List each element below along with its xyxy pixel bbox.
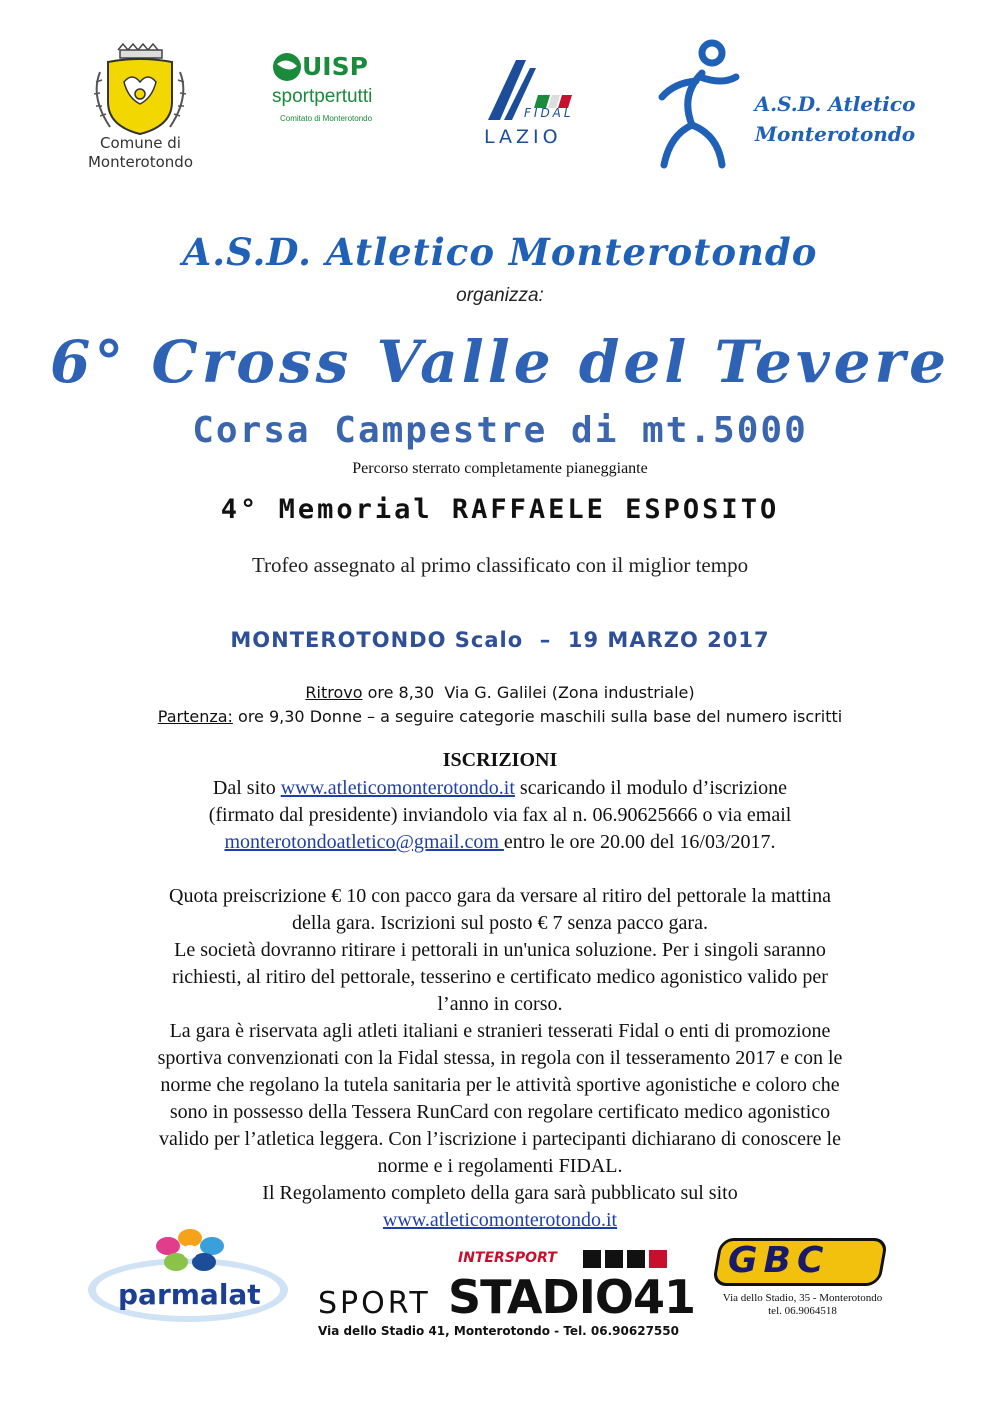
organizer-title: A.S.D. Atletico Monterotondo: [182, 230, 818, 274]
club-logo-text: [740, 89, 930, 149]
registration-line-3: [0, 829, 1000, 856]
detail-line: La gara è riservata agli atleti italiani e stranieri tesserati Fidal o enti di promozione: [169, 1020, 831, 1042]
club-line-1: A.S.D. Atletico: [754, 92, 916, 116]
comune-line-1: Comune di: [100, 134, 181, 152]
start-info: [0, 707, 1000, 726]
coat-of-arms-icon: [78, 42, 203, 137]
intersport-name: INTERSPORT: [458, 1250, 557, 1266]
registration-block: [0, 775, 1000, 856]
comune-name: [78, 134, 203, 172]
detail-line: l’anno in corso.: [437, 993, 563, 1015]
parmalat-logo: [88, 1228, 298, 1328]
registration-line-2: (firmato dal presidente) inviandolo via fax al n. 06.90625666 o via email: [208, 804, 792, 826]
stadio-word: STADIO41: [448, 1270, 695, 1324]
runner-icon: [640, 35, 750, 180]
detail-line: Il Regolamento completo della gara sarà pubblicato sul sito: [262, 1182, 738, 1204]
text-segment: Dal sito: [212, 777, 281, 799]
start-text: ore 9,30 Donne – a seguire categorie maschili sulla base del numero iscritti: [232, 707, 843, 726]
detail-line: norme e i regolamenti FIDAL.: [377, 1155, 623, 1177]
detail-line: sono in possesso della Tessera RunCard con regolare certificato medico agonistico: [169, 1101, 831, 1123]
website-link[interactable]: www.atleticomonterotondo.it: [280, 777, 515, 799]
meeting-text: ore 8,30 Via G. Galilei (Zona industriale): [362, 683, 695, 702]
gbc-logo: [710, 1238, 910, 1328]
uisp-tagline: sportpertutti: [272, 86, 373, 107]
fidal-name: FIDAL: [524, 106, 574, 120]
club-logo: [640, 35, 940, 180]
uisp-logo: [268, 48, 398, 138]
fidal-logo: [478, 50, 583, 160]
location-date: MONTEROTONDO Scalo – 19 MARZO 2017: [230, 628, 770, 652]
email-link[interactable]: monterotondoatletico@gmail.com: [224, 831, 504, 853]
registration-details: [0, 883, 1000, 1234]
detail-line: sportiva convenzionati con la Fidal stessa, in regola con il tesseramento 2017 e con le: [157, 1047, 843, 1069]
text-segment: entro le ore 20.00 del 16/03/2017.: [503, 831, 776, 853]
detail-line: Quota preiscrizione € 10 con pacco gara da versare al ritiro del pettorale la mattina: [169, 885, 831, 907]
meeting-info: [0, 683, 1000, 702]
event-subtitle: Corsa Campestre di mt.5000: [192, 410, 808, 451]
memorial-title: 4° Memorial RAFFAELE ESPOSITO: [220, 494, 780, 525]
registration-title: ISCRIZIONI: [442, 749, 558, 771]
trophy-note: Trofeo assegnato al primo classificato con il miglior tempo: [251, 553, 749, 577]
gbc-address-line-2: tel. 06.9064518: [768, 1305, 837, 1317]
detail-line: richiesti, al ritiro del pettorale, tesserino e certificato medico agonistico valido per: [172, 966, 828, 988]
detail-line: della gara. Iscrizioni sul posto € 7 senza pacco gara.: [292, 912, 708, 934]
course-description: Percorso sterrato completamente pianeggiante: [352, 460, 648, 477]
gbc-name: GBC: [728, 1240, 830, 1281]
club-line-2: Monterotondo: [754, 122, 916, 146]
website-link-footer[interactable]: www.atleticomonterotondo.it: [382, 1209, 618, 1231]
gbc-address-line-1: Via dello Stadio, 35 - Monterotondo: [722, 1292, 883, 1304]
gbc-address: [710, 1292, 895, 1318]
uisp-name: UISP: [302, 52, 368, 81]
sport-word: SPORT: [318, 1286, 431, 1321]
comune-line-2: Monterotondo: [87, 153, 193, 171]
text-segment: scaricando il modulo d’iscrizione: [514, 777, 788, 799]
start-label: Partenza:: [157, 707, 233, 726]
parmalat-name: parmalat: [118, 1278, 261, 1311]
detail-line: norme che regolano la tutela sanitaria per le attività sportive agonistiche e coloro che: [160, 1074, 840, 1096]
meeting-label: Ritrovo: [305, 683, 363, 702]
registration-line-1: [0, 775, 1000, 802]
detail-line: valido per l’atletica leggera. Con l’iscrizione i partecipanti dichiarano di conoscere le: [159, 1128, 841, 1150]
event-title: 6° Cross Valle del Tevere: [49, 328, 951, 396]
stadio41-logo: [318, 1250, 695, 1345]
uisp-committee: Comitato di Monterotondo: [280, 114, 373, 123]
comune-logo: [78, 42, 203, 182]
sport-icons: [583, 1250, 673, 1268]
stadio-address: Via dello Stadio 41, Monterotondo - Tel. 06.90627550: [318, 1324, 679, 1338]
detail-line: Le società dovranno ritirare i pettorali in un'unica soluzione. Per i singoli saranno: [174, 939, 826, 961]
organizza-label: organizza:: [456, 285, 544, 306]
uisp-globe-icon: [270, 50, 304, 84]
fidal-region: LAZIO: [484, 126, 562, 148]
